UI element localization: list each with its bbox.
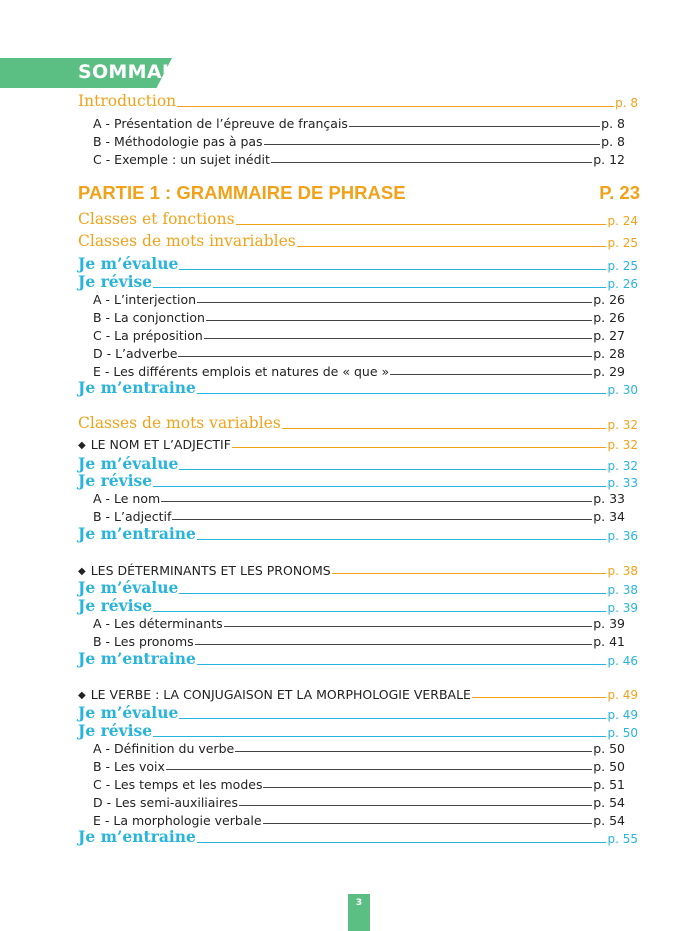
toc-label: Je m’évalue (78, 254, 179, 273)
toc-item[interactable] (93, 634, 625, 649)
toc-label: Je m’entraine (78, 524, 196, 543)
toc-label: E - Les différents emplois et natures de « que » (93, 364, 390, 379)
toc-page: p. 29 (593, 364, 625, 379)
toc-page: p. 27 (593, 328, 625, 343)
toc-page: p. 8 (615, 96, 638, 110)
toc-page: p. 39 (607, 601, 638, 615)
toc-label: Classes de mots invariables (78, 232, 296, 250)
toc-page: p. 50 (593, 741, 625, 756)
toc-classes-fonctions[interactable] (78, 210, 638, 228)
toc-page: p. 54 (593, 795, 625, 810)
toc-page: p. 50 (607, 726, 638, 740)
toc-section-verbe[interactable] (78, 687, 638, 702)
leader-line (197, 302, 592, 303)
toc-je-m-entraine[interactable] (78, 524, 638, 543)
diamond-icon: ◆ (78, 690, 86, 701)
toc-page: p. 41 (593, 634, 625, 649)
toc-label: C - Les temps et les modes (93, 777, 263, 792)
toc-item[interactable] (93, 152, 625, 167)
page-title: SOMMAIRE (78, 61, 198, 83)
toc-label: Classes et fonctions (78, 210, 235, 228)
toc-item[interactable] (93, 491, 625, 506)
toc-je-revise[interactable] (78, 596, 638, 615)
leader-line (271, 162, 592, 163)
toc-label: Je m’évalue (78, 578, 179, 597)
toc-label: Je m’entraine (78, 649, 196, 668)
leader-line (197, 842, 607, 843)
toc-item[interactable] (93, 777, 625, 792)
toc-page: p. 49 (607, 688, 638, 702)
partie-page: P. 23 (599, 182, 640, 203)
toc-page: p. 38 (607, 564, 638, 578)
toc-label: A - Le nom (93, 491, 161, 506)
toc-label: Je m’entraine (78, 378, 196, 397)
toc-je-m-evalue[interactable] (78, 254, 638, 273)
toc-item[interactable] (93, 759, 625, 774)
toc-je-m-entraine[interactable] (78, 649, 638, 668)
leader-line (235, 751, 592, 752)
leader-line (153, 287, 606, 288)
toc-page: p. 12 (593, 152, 625, 167)
leader-line (178, 356, 592, 357)
toc-invariables[interactable] (78, 232, 638, 250)
toc-page: p. 36 (607, 529, 638, 543)
toc-page: p. 32 (607, 418, 638, 432)
toc-page: p. 26 (593, 310, 625, 325)
toc-label: E - La morphologie verbale (93, 813, 262, 828)
toc-page: p. 50 (593, 759, 625, 774)
leader-line (204, 338, 592, 339)
diamond-icon: ◆ (78, 566, 86, 577)
toc-label: C - Exemple : un sujet inédit (93, 152, 270, 167)
leader-line (349, 126, 600, 127)
leader-line (161, 501, 592, 502)
toc-je-revise[interactable] (78, 272, 638, 291)
toc-label: A - Les déterminants (93, 616, 223, 631)
toc-item[interactable] (93, 616, 625, 631)
leader-line (179, 718, 606, 719)
toc-label: D - Les semi-auxiliaires (93, 795, 238, 810)
leader-line (177, 106, 614, 107)
toc-label: A - Présentation de l’épreuve de français (93, 116, 348, 131)
toc-label: Je révise (78, 721, 153, 740)
toc-label: C - La préposition (93, 328, 203, 343)
toc-page: p. 34 (593, 509, 625, 524)
toc-label: Classes de mots variables (78, 414, 281, 432)
leader-line (236, 224, 607, 225)
leader-line (197, 393, 607, 394)
toc-page: p. 26 (593, 292, 625, 307)
leader-line (472, 697, 607, 698)
diamond-icon: ◆ (78, 440, 86, 451)
toc-item[interactable] (93, 346, 625, 361)
toc-item[interactable] (93, 509, 625, 524)
toc-je-revise[interactable] (78, 471, 638, 490)
page-number: 3 (348, 894, 370, 931)
toc-page: p. 49 (607, 708, 638, 722)
toc-je-revise[interactable] (78, 721, 638, 740)
toc-page: p. 33 (593, 491, 625, 506)
toc-label: B - Les voix (93, 759, 165, 774)
leader-line (264, 144, 601, 145)
toc-je-m-evalue[interactable] (78, 703, 638, 722)
toc-item[interactable] (93, 364, 625, 379)
toc-page: p. 8 (601, 134, 625, 149)
toc-page: p. 39 (593, 616, 625, 631)
toc-page: p. 38 (607, 583, 638, 597)
toc-item[interactable] (93, 795, 625, 810)
leader-line (179, 469, 606, 470)
toc-item[interactable] (93, 328, 625, 343)
toc-label: ◆ LES DÉTERMINANTS ET LES PRONOMS (78, 563, 331, 578)
toc-item[interactable] (93, 813, 625, 828)
leader-line (390, 374, 592, 375)
toc-page: p. 28 (593, 346, 625, 361)
leader-line (153, 736, 606, 737)
partie-title: PARTIE 1 : GRAMMAIRE DE PHRASE (78, 182, 406, 203)
leader-line (172, 519, 592, 520)
toc-label: B - Méthodologie pas à pas (93, 134, 263, 149)
leader-line (195, 644, 593, 645)
toc-page: p. 26 (607, 277, 638, 291)
leader-line (179, 269, 606, 270)
toc-section-nom-adjectif[interactable] (78, 437, 638, 452)
leader-line (282, 428, 607, 429)
toc-page: p. 30 (607, 383, 638, 397)
toc-je-m-evalue[interactable] (78, 578, 638, 597)
toc-label: Je révise (78, 272, 153, 291)
leader-line (263, 787, 592, 788)
toc-item[interactable] (93, 292, 625, 307)
toc-label: D - L’adverbe (93, 346, 178, 361)
leader-line (232, 447, 607, 448)
leader-line (197, 539, 607, 540)
toc-label: Introduction (78, 92, 177, 110)
toc-item[interactable] (93, 310, 625, 325)
toc-je-m-entraine[interactable] (78, 378, 638, 397)
toc-label: Je m’évalue (78, 454, 179, 473)
leader-line (332, 573, 607, 574)
leader-line (197, 664, 607, 665)
toc-item[interactable] (93, 116, 625, 131)
leader-line (297, 246, 607, 247)
toc-je-m-entraine[interactable] (78, 827, 638, 846)
toc-page: p. 25 (607, 236, 638, 250)
toc-label: Je révise (78, 596, 153, 615)
leader-line (166, 769, 592, 770)
leader-line (153, 611, 606, 612)
toc-page: p. 24 (607, 214, 638, 228)
toc-page: p. 8 (601, 116, 625, 131)
toc-item[interactable] (93, 741, 625, 756)
leader-line (153, 486, 606, 487)
toc-label: Je m’entraine (78, 827, 196, 846)
toc-page: p. 33 (607, 476, 638, 490)
toc-intro[interactable] (78, 92, 638, 110)
toc-variables[interactable] (78, 414, 638, 432)
toc-page: p. 46 (607, 654, 638, 668)
leader-line (239, 805, 592, 806)
leader-line (206, 320, 592, 321)
toc-page: p. 51 (593, 777, 625, 792)
leader-line (263, 823, 593, 824)
leader-line (224, 626, 593, 627)
toc-label: A - L’interjection (93, 292, 197, 307)
partie-1-heading[interactable] (78, 182, 640, 204)
toc-label: B - L’adjectif (93, 509, 172, 524)
toc-label: B - Les pronoms (93, 634, 194, 649)
toc-label: Je révise (78, 471, 153, 490)
toc-page: p. 55 (607, 832, 638, 846)
toc-label: ◆ LE NOM ET L’ADJECTIF (78, 437, 231, 452)
toc-label: A - Définition du verbe (93, 741, 235, 756)
toc-label: ◆ LE VERBE : LA CONJUGAISON ET LA MORPHOLOGIE VERBALE (78, 687, 471, 702)
toc-item[interactable] (93, 134, 625, 149)
toc-section-determinants[interactable] (78, 563, 638, 578)
toc-label: B - La conjonction (93, 310, 205, 325)
toc-page: p. 32 (607, 438, 638, 452)
leader-line (179, 593, 606, 594)
toc-page: p. 25 (607, 259, 638, 273)
toc-page: p. 54 (593, 813, 625, 828)
toc-label: Je m’évalue (78, 703, 179, 722)
toc-page: p. 32 (607, 459, 638, 473)
